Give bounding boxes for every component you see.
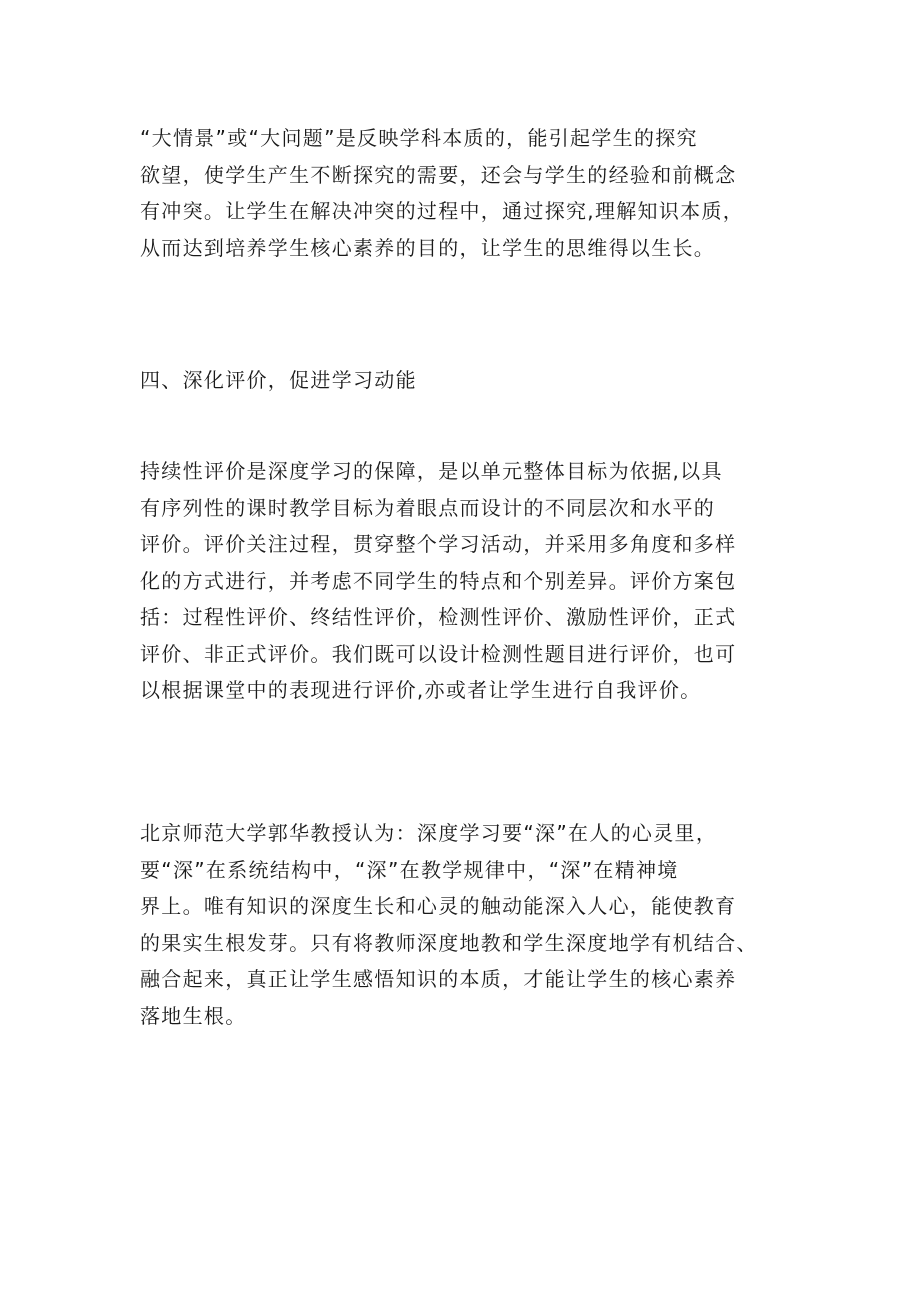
text-line: 落地生根。	[140, 1003, 247, 1028]
text-line: 界上。唯有知识的深度生长和心灵的触动能深入人心，能使教育	[140, 894, 737, 918]
text-line: 化的方式进行，并考虑不同学生的特点和个别差异。评价方案包	[140, 568, 737, 593]
text-line: 括：过程性评价、终结性评价，检测性评价、激励性评价，正式	[140, 605, 737, 629]
text-line: 评价。评价关注过程，贯穿整个学习活动，并采用多角度和多样	[140, 532, 737, 556]
text-line: “大情景”或“大问题”是反映学科本质的，能引起学生的探究	[140, 126, 698, 150]
text-line: 的果实生根发芽。只有将教师深度地教和学生深度地学有机结合、	[140, 930, 758, 955]
text-line: 持续性评价是深度学习的保障，是以单元整体目标为依据,以具	[140, 459, 723, 483]
text-line: 北京师范大学郭华教授认为：深度学习要“深”在人的心灵里，	[140, 821, 718, 845]
paragraph-continuous-evaluation	[140, 453, 790, 709]
text-line: 融合起来，真正让学生感悟知识的本质，才能让学生的核心素养	[140, 967, 737, 991]
text-line: 评价、非正式评价。我们既可以设计检测性题目进行评价，也可	[140, 641, 737, 666]
text-line: 以根据课堂中的表现进行评价,亦或者让学生进行自我评价。	[140, 678, 702, 702]
text-line: 有冲突。让学生在解决冲突的过程中，通过探究,理解知识本质，	[140, 199, 745, 223]
section-heading: 四、深化评价，促进学习动能	[140, 368, 417, 392]
text-line: 从而达到培养学生核心素养的目的，让学生的思维得以生长。	[140, 235, 716, 260]
text-line: 欲望，使学生产生不断探究的需要，还会与学生的经验和前概念	[140, 162, 737, 187]
text-line: 要“深”在系统结构中，“深”在教学规律中，“深”在精神境	[140, 857, 679, 882]
text-line: 有序列性的课时教学目标为着眼点而设计的不同层次和水平的	[140, 495, 716, 520]
paragraph-big-question	[140, 120, 790, 266]
paragraph-guo-hua-quote	[140, 815, 790, 1034]
